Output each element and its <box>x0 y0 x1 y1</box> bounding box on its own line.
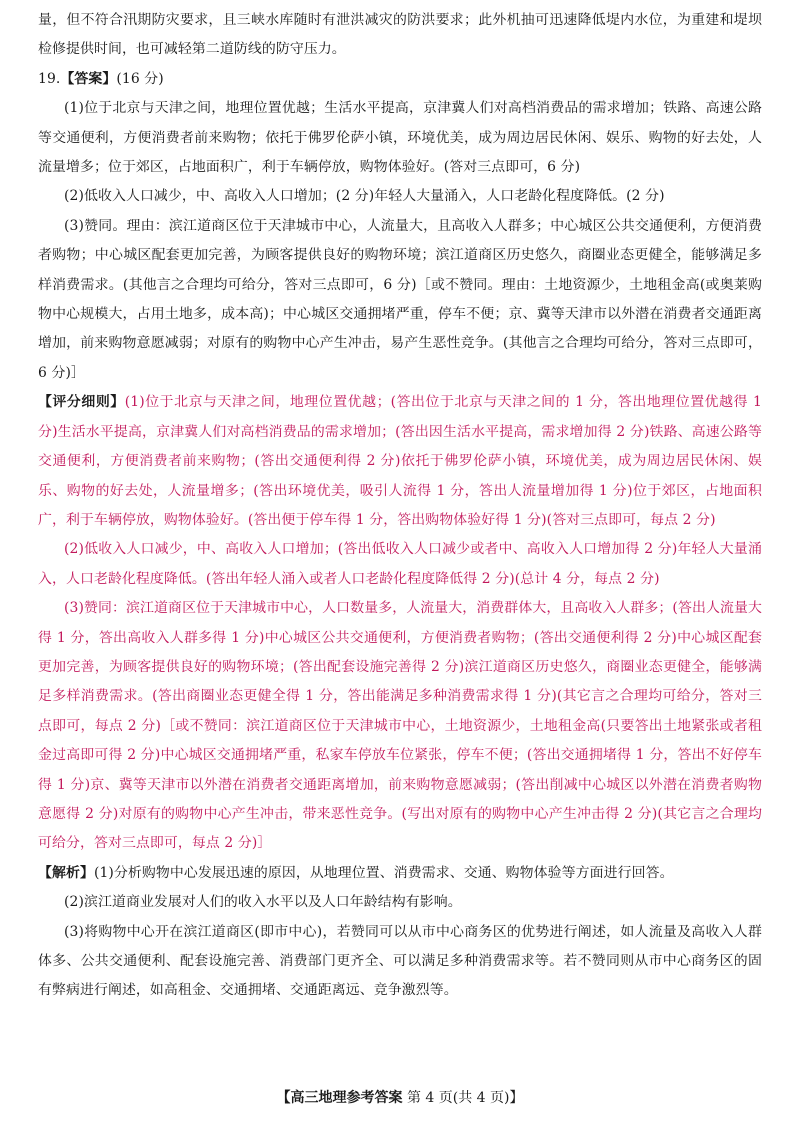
grading-tag: 【评分细则】 <box>38 394 125 411</box>
answer-item-2: (2)低收入人口减少，中、高收入人口增加；(2 分)年轻人大量涌入，人口老龄化程度降低。(2 分) <box>64 188 665 205</box>
analysis-item-1 <box>38 859 762 888</box>
answer-item-1: (1)位于北京与天津之间，地理位置优越；生活水平提高，京津冀人们对高档消费品的需求增加；铁路、高速公路等交通便利，方便消费者前来购物；依托于佛罗伦萨小镇，环境优美，成为周边居民休闲、娱乐、购物的好去处，人流量增多；位于郊区，占地面积广，利于车辆停放，购物体验好。(答对三点即可，6 分) <box>38 100 762 176</box>
grading-item-2: (2)低收入人口减少，中、高收入人口增加；(答出低收入人口减少或者中、高收入人口增加得 2 分)年轻人大量涌入，人口老龄化程度降低。(答出年轻人涌入或者人口老龄化程度降低得 2 分)(总计 4 分，每点 2 分) <box>38 541 762 587</box>
analysis-tag: 【解析】 <box>38 864 94 881</box>
analysis-item-3: (3)将购物中心开在滨江道商区(即市中心)，若赞同可以从市中心商务区的优势进行阐述，如人流量及高收入人群体多、公共交通便利、配套设施完善、消费部门更齐全、可以满足多种消费需求等。若不赞同则从市中心商务区的固有弊病进行阐述，如高租金、交通拥堵、交通距离远、竞争激烈等。 <box>38 923 762 999</box>
analysis-item-1-text: (1)分析购物中心发展迅速的原因，从地理位置、消费需求、交通、购物体验等方面进行回答。 <box>93 864 674 881</box>
intro-paragraph: 量，但不符合汛期防灾要求，且三峡水库随时有泄洪减灾的防洪要求；此外机抽可迅速降低堤内水位，为重建和堤坝检修提供时间，也可减轻第二道防线的防守压力。 <box>38 12 762 58</box>
answer-score: (16 分) <box>116 70 164 87</box>
page-footer <box>0 1088 800 1108</box>
grading-item-3: (3)赞同：滨江道商区位于天津城市中心，人口数量多，人流量大，消费群体大，且高收入人群多；(答出人流量大得 1 分，答出高收入人群多得 1 分)中心城区公共交通便利，方便消费者购物；(答出交通便利得 2 分)中心城区配套更加完善，为顾客提供良好的购物环境；(答出配套设施完善得 2 分)滨江道商区历史悠久，商圈业态更健全，能够满足多样消费需求。(答出商圈业态更健全得 1 分，答出能满足多种消费需求得 1 分)(其它言之合理均可给分，答对三点即可，每点 2 分)［或不赞同：滨江道商区位于天津城市中心，土地资源少，土地租金高(只要答出土地紧张或者租金过高即可得 2 分)中心城区交通拥堵严重，私家车停放车位紧张，停车不便；(答出交通拥堵得 1 分，答出不好停车得 1 分)京、冀等天津市以外潜在消费者交通距离增加，前来购物意愿减弱；(答出削减中心城区以外潜在消费者购物意愿得 2 分)对原有的购物中心产生冲击，带来恶性竞争。(写出对原有的购物中心产生冲击得 2 分)(其它言之合理均可给分，答对三点即可，每点 2 分)］ <box>38 600 762 852</box>
question-19-header <box>38 65 762 94</box>
analysis-item-2: (2)滨江道商业发展对人们的收入水平以及人口年龄结构有影响。 <box>64 894 462 911</box>
question-number: 19. <box>38 70 61 87</box>
answer-tag: 【答案】 <box>60 70 117 87</box>
footer-title: 【高三地理参考答案 <box>276 1090 403 1106</box>
grading-item-1 <box>38 388 762 535</box>
footer-page-number: 第 4 页(共 4 页)】 <box>406 1090 524 1106</box>
answer-item-3: (3)赞同。理由：滨江道商区位于天津城市中心，人流量大，且高收入人群多；中心城区公共交通便利，方便消费者购物；中心城区配套更加完善，为顾客提供良好的购物环境；滨江道商区历史悠久，商圈业态更健全，能够满足多样消费需求。(其他言之合理均可给分，答对三点即可，6 分)［或不赞同。理由：土地资源少，土地租金高(或奥莱购物中心规模大，占用土地多，成本高)；中心城区交通拥堵严重，停车不便；京、冀等天津市以外潜在消费者交通距离增加，前来购物意愿减弱；对原有的购物中心产生冲击，易产生恶性竞争。(其他言之合理均可给分，答对三点即可，6 分)］ <box>38 217 762 381</box>
grading-item-1-text: (1)位于北京与天津之间，地理位置优越；(答出位于北京与天津之间的 1 分，答出地理位置优越得 1 分)生活水平提高，京津冀人们对高档消费品的需求增加；(答出因生活水平提高，需求增加得 2 分)铁路、高速公路等交通便利，方便消费者前来购物；(答出交通便利得 2 分)依托于佛罗伦萨小镇，环境优美，成为周边居民休闲、娱乐、购物的好去处，人流量增多；(答出环境优美，吸引人流得 1 分，答出人流量增加得 1 分)位于郊区，占地面积广，利于车辆停放，购物体验好。(答出便于停车得 1 分，答出购物体验好得 1 分)(答对三点即可，每点 2 分) <box>38 394 762 528</box>
